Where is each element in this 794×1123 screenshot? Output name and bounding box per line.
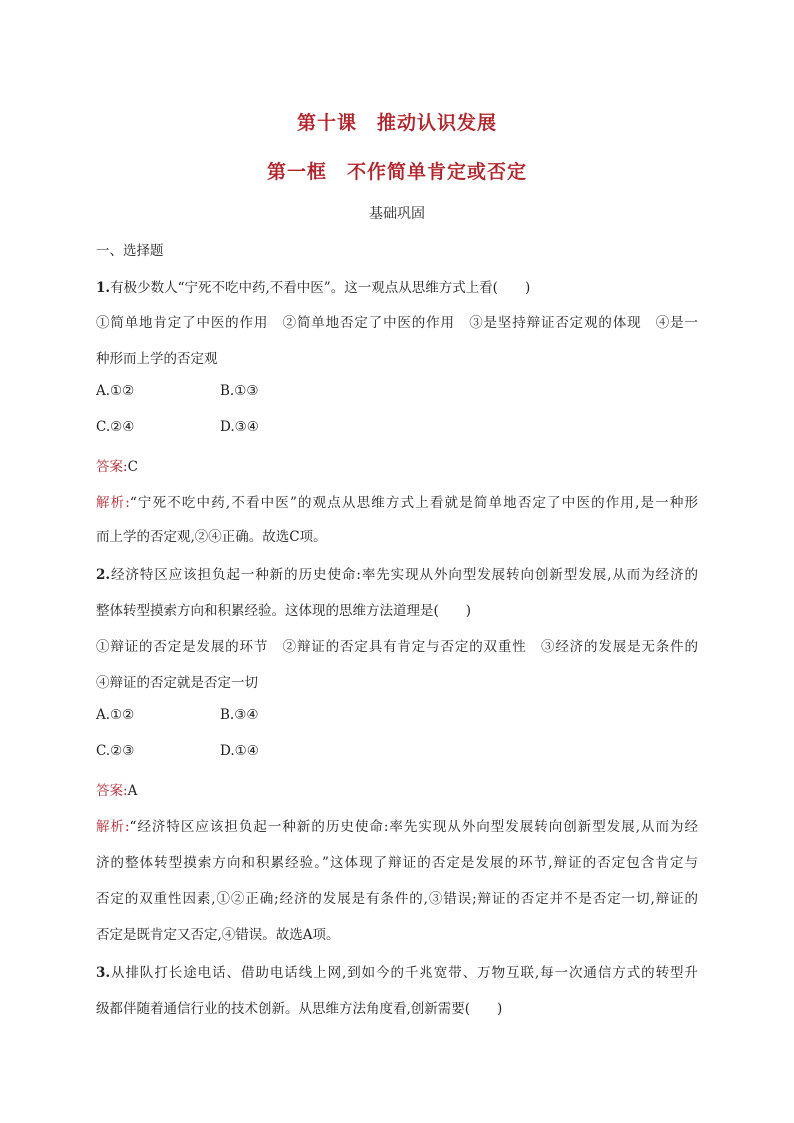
question-2-answer [96,779,137,799]
question-1-option-c: C.②④ [96,419,135,435]
question-3-stem-line-2: 级都伴随着通信行业的技术创新。从思维方法角度看,创新需要( ) [96,1001,503,1017]
answer-value: A [127,783,138,799]
question-2-option-c: C.②③ [96,743,135,759]
answer-label: 答案: [96,459,128,475]
question-1-number: 1. [96,280,111,296]
answer-label: 答案: [96,783,128,799]
question-2-stem-line-1: 2.经济特区应该担负起一种新的历史使命:率先实现从外向型发展转向创新型发展,从而为经济的 [96,567,698,583]
question-2-statements-line-1: ①辩证的否定是发展的环节 ②辩证的否定具有肯定与否定的双重性 ③经济的发展是无条件的 [96,639,698,655]
question-2-option-b: B.③④ [220,707,259,723]
answer-value: C [127,459,138,475]
question-3-stem-line-1: 3.从排队打长途电话、借助电话线上网,到如今的千兆宽带、万物互联,每一次通信方式的转型升 [96,965,698,981]
question-1-answer [96,455,138,475]
question-2-statements-line-2: ④辩证的否定就是否定一切 [96,675,258,691]
question-1-stem [96,276,530,296]
question-1-text: 有极少数人“宁死不吃中药,不看中医”。这一观点从思维方式上看( ) [110,280,531,296]
question-1-analysis-line-2: 而上学的否定观,②④正确。故选C项。 [96,529,327,545]
question-2-analysis-line-1: 解析:“经济特区应该担负起一种新的历史使命:率先实现从外向型发展转向创新型发展,从而为经 [96,819,698,835]
question-1-statements-line-1: ①简单地肯定了中医的作用 ②简单地否定了中医的作用 ③是坚持辩证否定观的体现 ④是一 [96,315,698,331]
analysis-label: 解析: [96,819,130,835]
question-2-analysis-line-4: 否定是既肯定又否定,④错误。故选A项。 [96,927,340,943]
question-1-analysis-line-1: 解析:“宁死不吃中药,不看中医”的观点从思维方式上看就是简单地否定了中医的作用,是一种形 [96,495,698,511]
question-2-stem-line-2: 整体转型摸索方向和积累经验。这体现的思维方法道理是( ) [96,603,472,619]
analysis-label: 解析: [96,495,130,511]
question-1-option-b: B.①③ [220,383,259,399]
question-2-option-a: A.①② [96,707,135,723]
subsection-title: 基础巩固 [369,206,425,222]
question-3-number: 3. [96,965,111,981]
question-1-option-d: D.③④ [220,419,259,435]
lesson-title: 第十课 推动认识发展 [296,112,497,134]
question-1-statements-line-2: 种形而上学的否定观 [96,351,218,367]
section-title: 第一框 不作简单肯定或否定 [266,161,527,183]
part-heading: 一、选择题 [96,243,164,259]
question-2-number: 2. [96,567,111,583]
question-2-option-d: D.①④ [220,743,259,759]
question-2-analysis-line-3: 否定的双重性因素,①②正确;经济的发展是有条件的,③错误;辩证的否定并不是否定一切,辩证的 [96,891,698,907]
question-2-analysis-line-2: 济的整体转型摸索方向和积累经验。”这体现了辩证的否定是发展的环节,辩证的否定包含肯定与 [96,855,698,871]
question-1-option-a: A.①② [96,383,135,399]
